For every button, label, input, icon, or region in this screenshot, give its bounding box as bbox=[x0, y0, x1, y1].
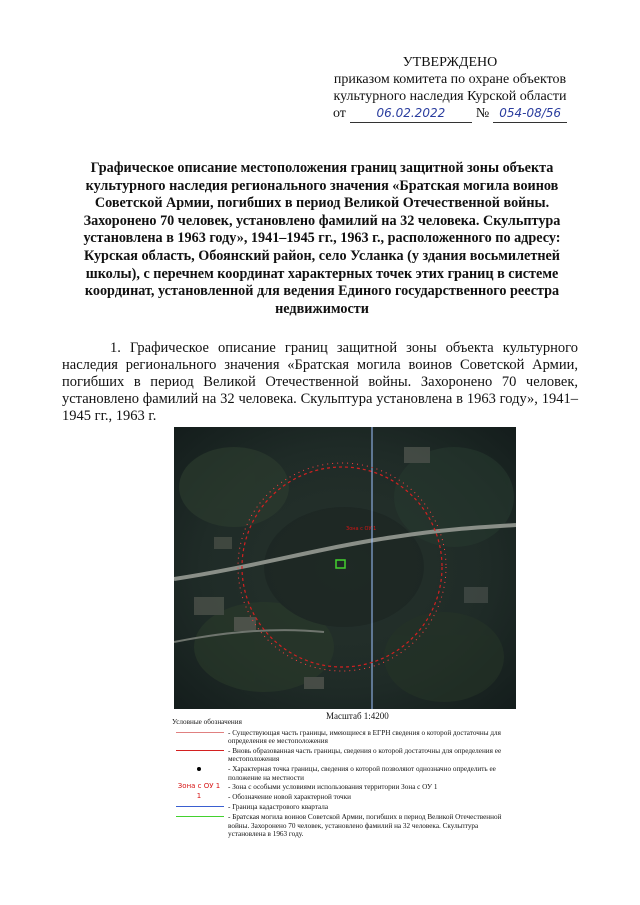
legend-item bbox=[172, 803, 512, 812]
order-date: 06.02.2022 bbox=[350, 105, 472, 123]
approval-committee: культурного наследия Курской области bbox=[333, 89, 567, 104]
legend-text: - Существующая часть границы, имеющиеся в ЕГРН сведения о которой достаточны для определения ее местоположения bbox=[228, 728, 501, 746]
zone-label-symbol: Зона с ОУ 1 bbox=[177, 782, 221, 791]
legend-text: - Обозначение новой характерной точки bbox=[228, 793, 352, 802]
number-label: № bbox=[475, 106, 490, 121]
approval-reference bbox=[300, 105, 600, 123]
legend-text: - Зона с особыми условиями использования территории Зона с ОУ 1 bbox=[228, 783, 438, 792]
legend-text: - Братская могила воинов Советской Армии, погибших в период Великой Отечественной войны. Захоронено 70 человек, установлено фамилий на 32 человека. Скульптура установлена в 1963 году. bbox=[228, 813, 502, 839]
legend-item bbox=[172, 765, 512, 782]
approval-heading: УТВЕРЖДЕНО bbox=[402, 55, 498, 70]
legend-item bbox=[172, 813, 512, 839]
legend-text: - Граница кадастрового квартала bbox=[228, 803, 329, 812]
legend-text: - Характерная точка границы, сведения о которой позволяют однозначно определить ее положение на местности bbox=[228, 764, 496, 782]
boundary-point-symbol bbox=[197, 767, 201, 771]
section-paragraph: 1. Графическое описание границ защитной зоны объекта культурного наследия регионального значения «Братская могила воинов Советской Армии, погибших в период Великой Отечественной войны. Захоронено 70 человек, установлено фамилий на 32 человека. Скульптура установлена в 1963 году», 1941–1945 гг., 1963 г. bbox=[62, 340, 578, 424]
legend-item bbox=[172, 793, 512, 802]
satellite-map bbox=[174, 427, 516, 709]
legend bbox=[172, 718, 512, 840]
legend-item bbox=[172, 729, 512, 746]
legend-title: Условные обозначения bbox=[172, 718, 242, 726]
document-title: Графическое описание местоположения границ защитной зоны объекта культурного наследия регионального значения «Братская могила воинов Советской Армии, погибших в период Великой Отечественной войны. Захоронено 70 человек, установлено фамилий на 32 человека. Скульптура установлена в 1963 году», 1941–1945 гг., 1963 г., расположенного по адресу: Курская область, Обоянский район, село Усланка (у здания восьмилетней школы), с перечнем координат характерных точек этих границ в системе координат, установленной для ведения Единого государственного реестра недвижимости bbox=[83, 160, 561, 317]
legend-item bbox=[172, 747, 512, 764]
map-scale: Масштаб 1:4200 bbox=[326, 711, 389, 721]
legend-text: - Вновь образованная часть границы, сведения о которой достаточны для определения ее местоположения bbox=[228, 746, 502, 764]
from-label: от bbox=[332, 106, 346, 121]
zone-label: Зона с ОУ 1 bbox=[346, 526, 377, 532]
approval-block bbox=[300, 54, 600, 123]
map-image bbox=[174, 427, 516, 709]
existing-boundary-symbol bbox=[176, 732, 224, 733]
legend-item bbox=[172, 783, 512, 792]
point-number-symbol: 1 bbox=[196, 792, 202, 801]
monument-symbol bbox=[176, 816, 224, 817]
new-boundary-symbol bbox=[176, 750, 224, 751]
approval-order: приказом комитета по охране объектов bbox=[333, 72, 567, 87]
quarter-boundary-symbol bbox=[176, 806, 224, 807]
order-number: 054-08/56 bbox=[493, 105, 567, 123]
